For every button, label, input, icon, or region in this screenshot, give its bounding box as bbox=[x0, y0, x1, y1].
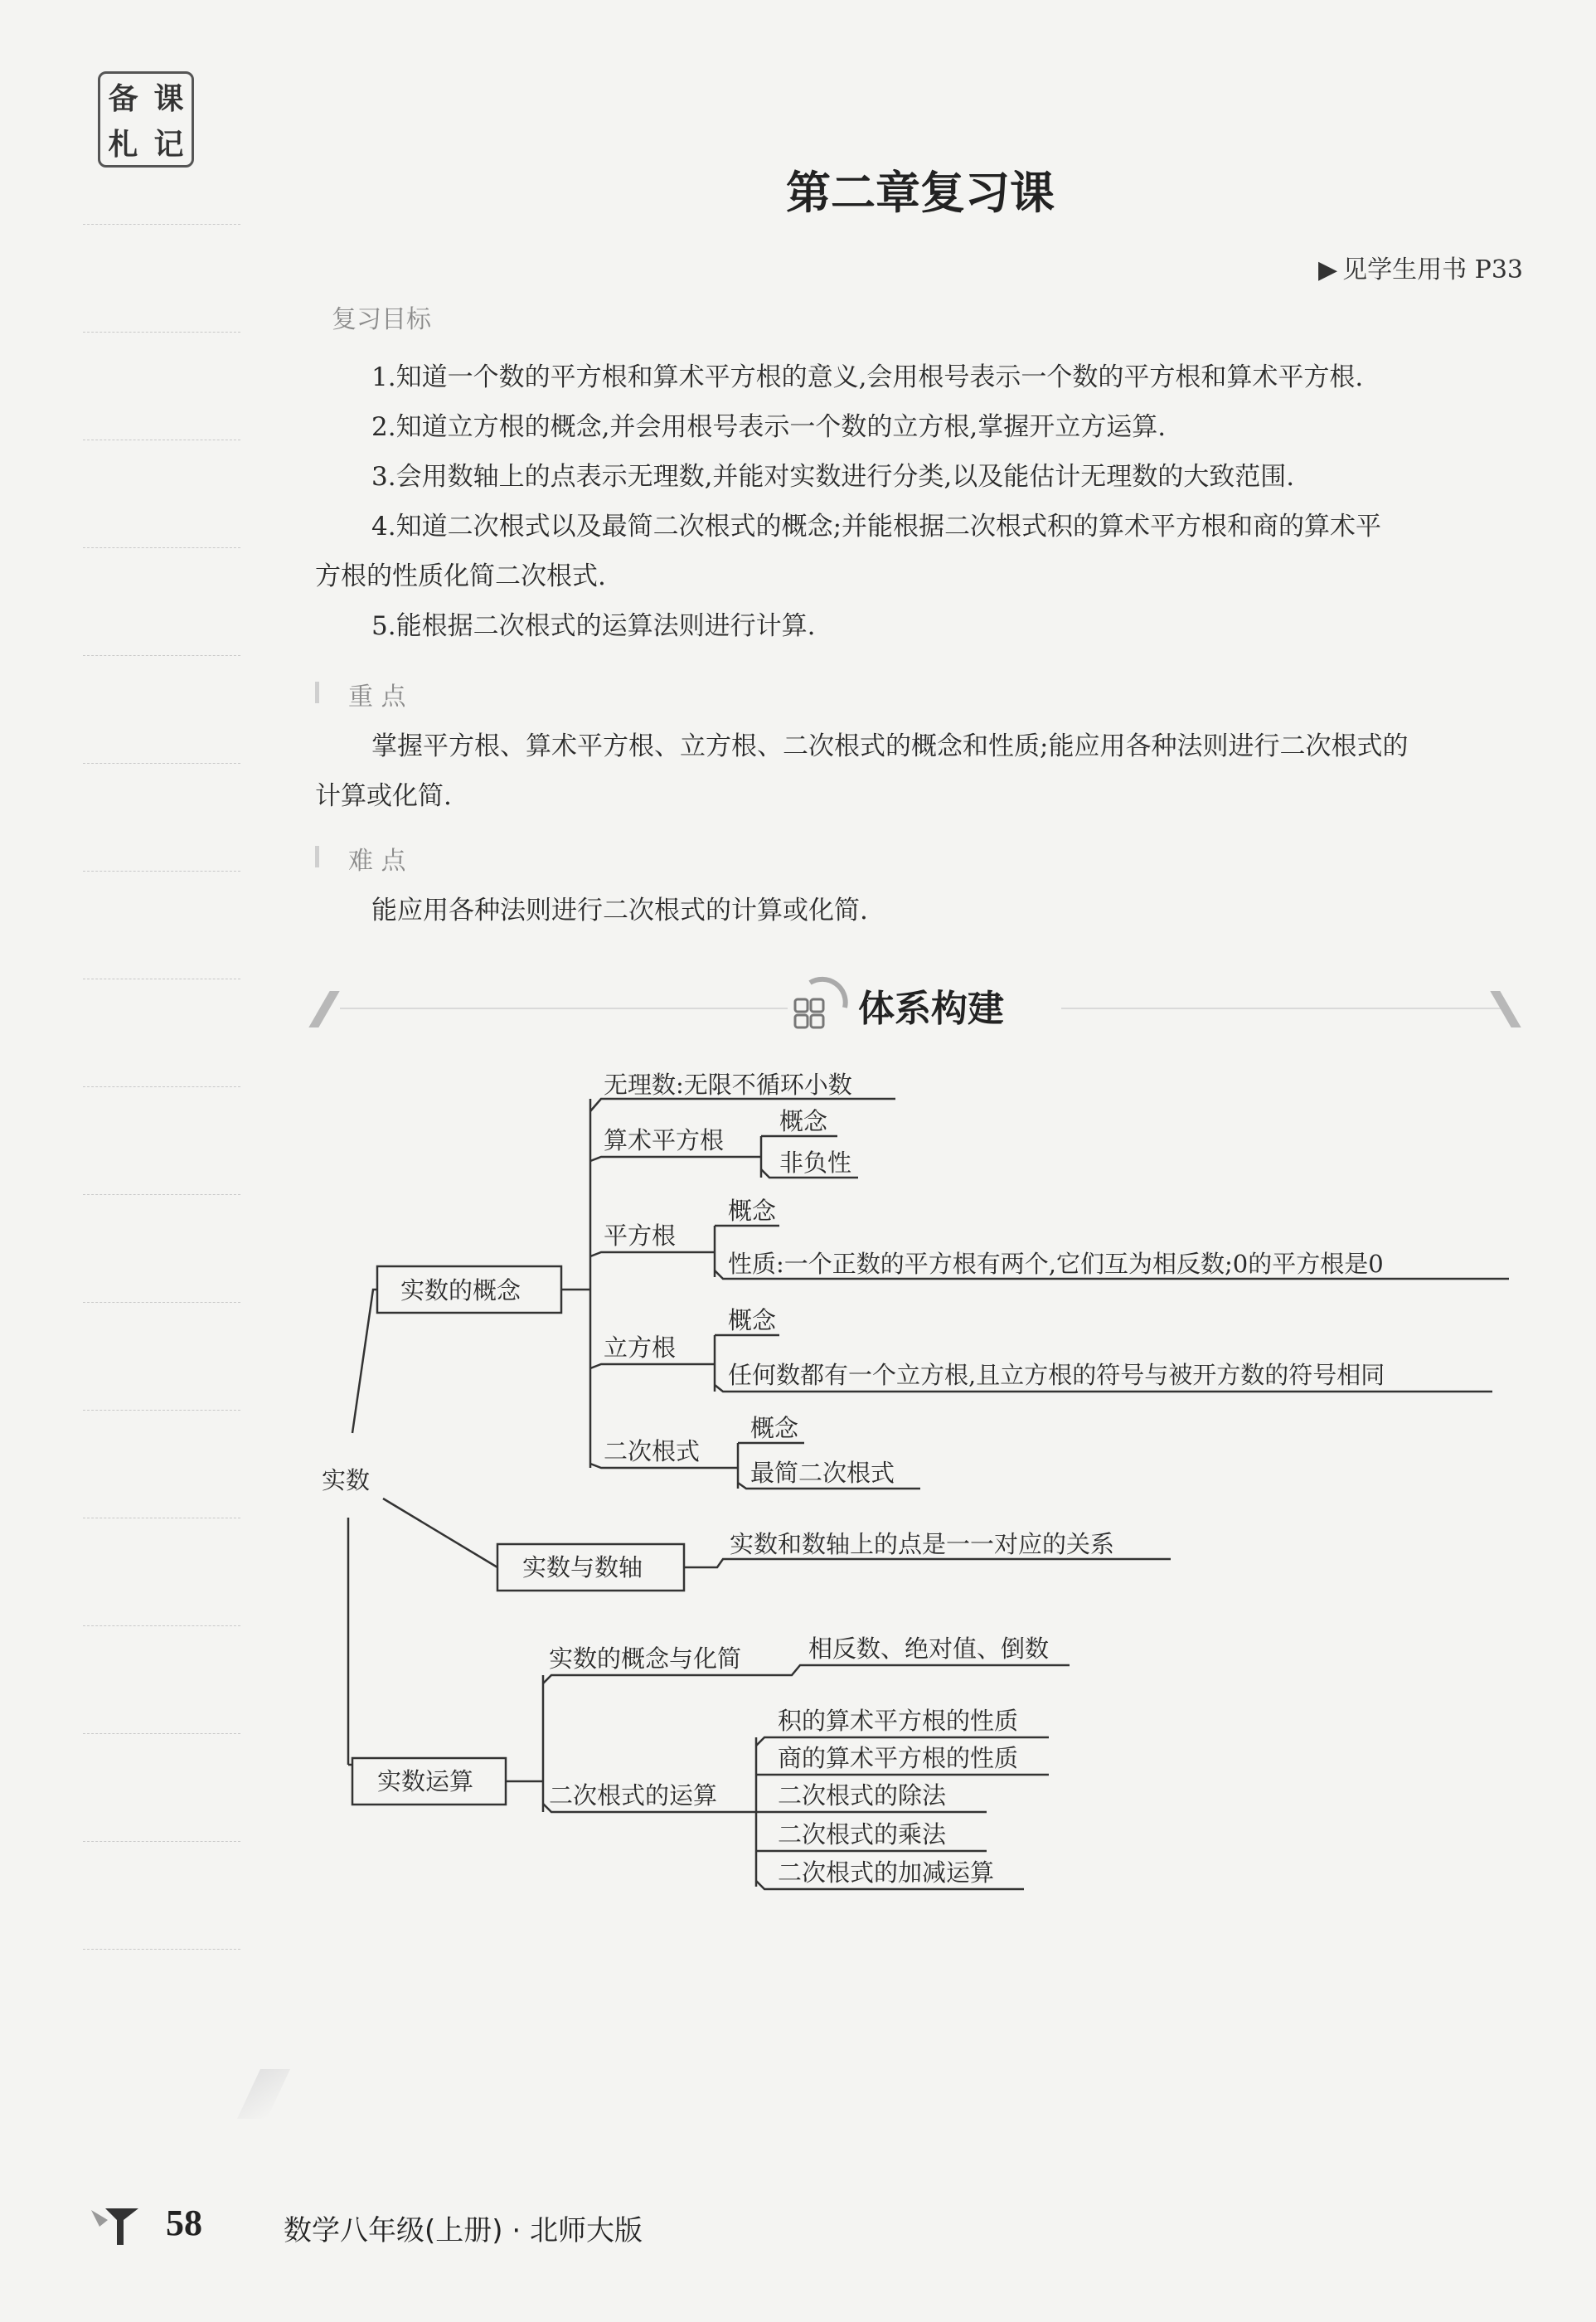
goal-item: 1.知道一个数的平方根和算术平方根的意义,会用根号表示一个数的平方根和算术平方根. bbox=[371, 362, 1364, 392]
badge-char: 记 bbox=[153, 128, 184, 162]
node-radical-simplest: 最简二次根式 bbox=[750, 1459, 895, 1487]
page-title: 第二章复习课 bbox=[786, 167, 1055, 219]
badge-char: 札 bbox=[108, 128, 138, 162]
goal-item: 3.会用数轴上的点表示无理数,并能对实数进行分类,以及能估计无理数的大致范围. bbox=[371, 462, 1295, 492]
node-radical-concept: 概念 bbox=[750, 1414, 799, 1442]
goal-item: 4.知道二次根式以及最简二次根式的概念;并能根据二次根式积的算术平方根和商的算术平 bbox=[371, 512, 1382, 542]
node-irrational: 无理数:无限不循环小数 bbox=[604, 1071, 852, 1099]
node-op-radical-item: 二次根式的除法 bbox=[778, 1781, 947, 1810]
node-number-line: 实数与数轴 bbox=[522, 1553, 643, 1581]
node-sqrt-concept: 概念 bbox=[728, 1197, 777, 1225]
badge-char: 课 bbox=[153, 82, 184, 116]
node-op-radical-item: 积的算术平方根的性质 bbox=[778, 1707, 1019, 1735]
book-title: 数学八年级(上册) · 北师大版 bbox=[284, 2214, 643, 2247]
system-construction-title: 体系构建 bbox=[858, 988, 1004, 1030]
node-op-radical-item: 二次根式的乘法 bbox=[778, 1820, 947, 1848]
play-triangle-icon: ▶ bbox=[1318, 255, 1338, 284]
connector bbox=[352, 1290, 377, 1433]
node-sqrt-property: 性质:一个正数的平方根有两个,它们互为相反数;0的平方根是0 bbox=[728, 1250, 1384, 1278]
footer-logo-icon bbox=[87, 2202, 145, 2252]
node-concept: 实数的概念 bbox=[400, 1276, 521, 1304]
difficulty-label: 难 点 bbox=[348, 847, 406, 876]
goal-item: 5.能根据二次根式的运算法则进行计算. bbox=[371, 611, 816, 641]
node-op-concept-items: 相反数、绝对值、倒数 bbox=[808, 1635, 1050, 1663]
node-cbrt: 立方根 bbox=[604, 1333, 677, 1362]
key-text-continued: 计算或化简. bbox=[315, 781, 452, 811]
page-number: 58 bbox=[166, 2203, 202, 2243]
node-radical: 二次根式 bbox=[604, 1437, 701, 1465]
connector bbox=[590, 1252, 715, 1256]
reference-text: 见学生用书 P33 bbox=[1342, 255, 1523, 284]
node-sqrt: 平方根 bbox=[604, 1222, 677, 1250]
goals-label: 复习目标 bbox=[332, 305, 431, 334]
connector bbox=[684, 1559, 1171, 1567]
node-operations: 实数运算 bbox=[377, 1767, 474, 1795]
node-op-radical-item: 二次根式的加减运算 bbox=[778, 1858, 995, 1887]
connector bbox=[590, 1157, 761, 1161]
node-root: 实数 bbox=[322, 1466, 371, 1494]
difficulty-text: 能应用各种法则进行二次根式的计算或化简. bbox=[371, 896, 868, 925]
connector bbox=[383, 1499, 497, 1567]
goal-item: 2.知道立方根的概念,并会用根号表示一个数的立方根,掌握开立方运算. bbox=[371, 412, 1167, 442]
node-arith-sqrt: 算术平方根 bbox=[604, 1126, 725, 1154]
key-text: 掌握平方根、算术平方根、立方根、二次根式的概念和性质;能应用各种法则进行二次根式的 bbox=[371, 731, 1409, 761]
node-op-radical-item: 商的算术平方根的性质 bbox=[778, 1744, 1019, 1772]
key-label: 重 点 bbox=[348, 683, 406, 712]
badge-char: 备 bbox=[108, 82, 138, 116]
node-cbrt-concept: 概念 bbox=[728, 1306, 777, 1334]
node-op-concept-simplify: 实数的概念与化简 bbox=[549, 1644, 742, 1673]
connector bbox=[590, 1099, 895, 1111]
node-op-radical: 二次根式的运算 bbox=[549, 1781, 718, 1810]
connector bbox=[590, 1364, 715, 1368]
node-number-line-desc: 实数和数轴上的点是一一对应的关系 bbox=[730, 1530, 1115, 1558]
node-arith-nonneg: 非负性 bbox=[779, 1149, 852, 1177]
node-arith-concept: 概念 bbox=[779, 1107, 828, 1135]
node-cbrt-property: 任何数都有一个立方根,且立方根的符号与被开方数的符号相同 bbox=[728, 1361, 1385, 1389]
goal-item-continued: 方根的性质化简二次根式. bbox=[315, 561, 606, 591]
